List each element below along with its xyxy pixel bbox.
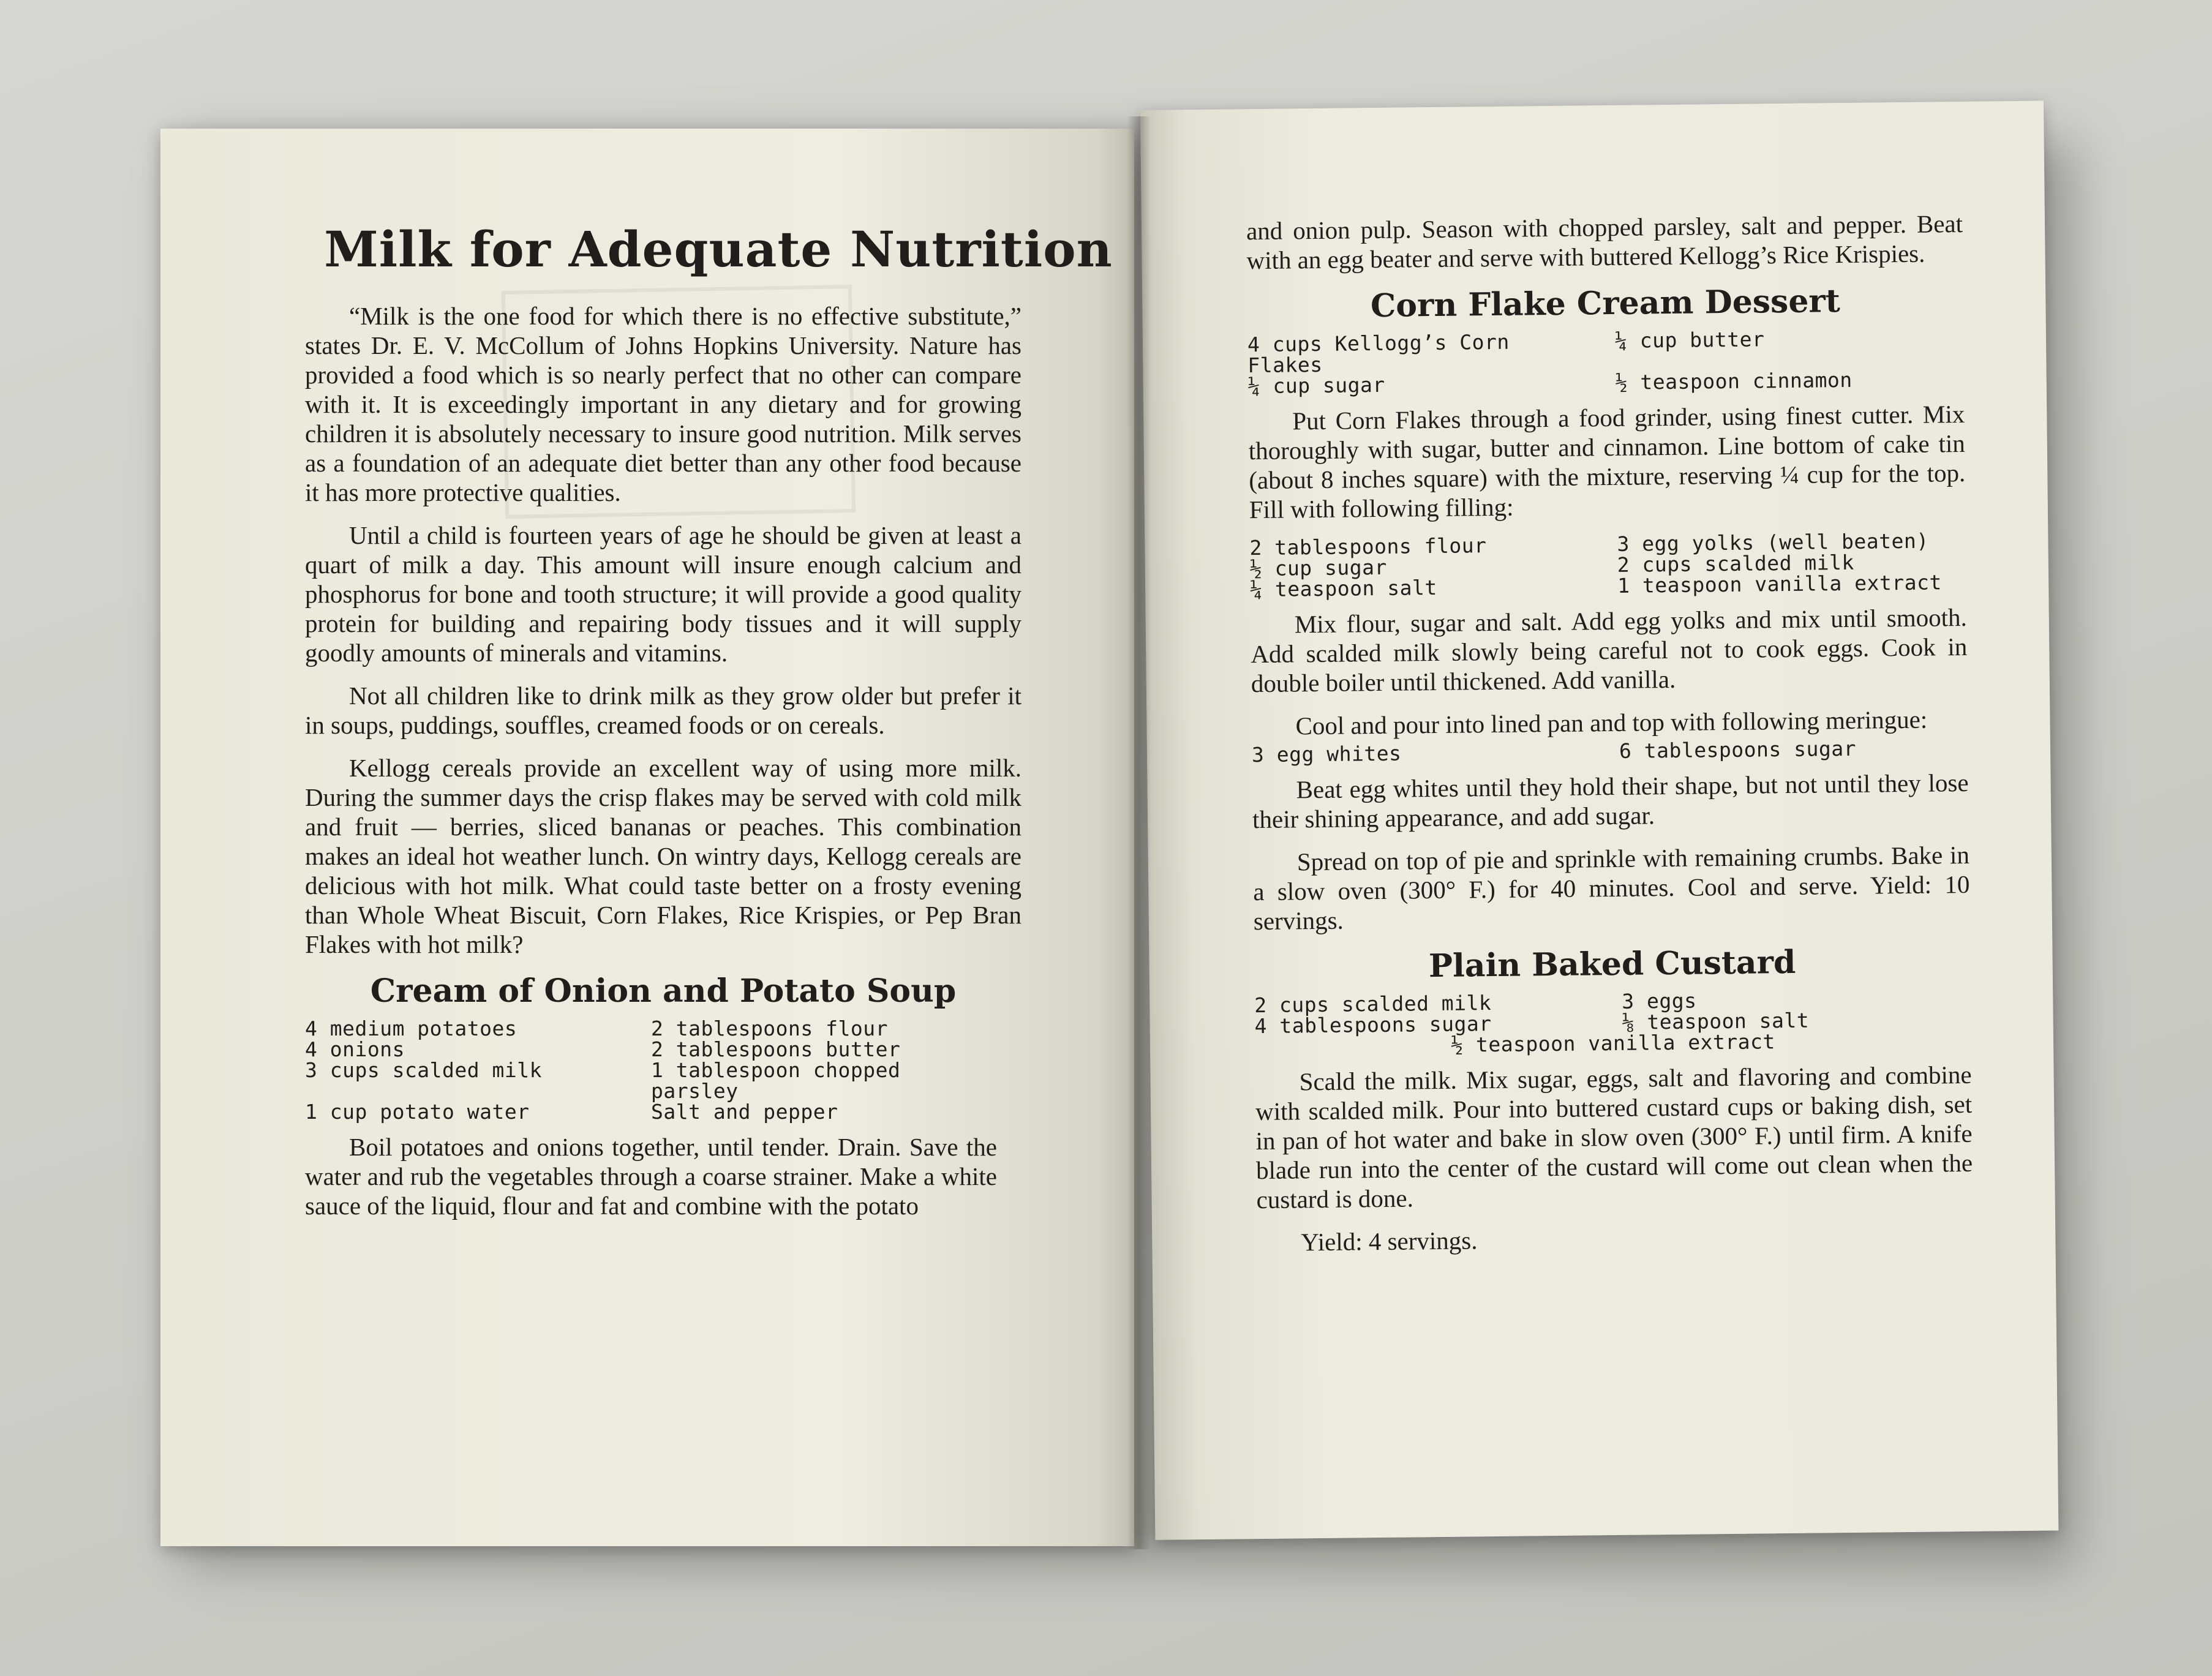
dessert-ingredients-b [1249, 530, 1966, 600]
soup-continuation: and onion pulp. Season with chopped parsley, salt and pepper. Beat with an egg beater and serve with buttered Kellogg’s Rice Krispies. [1246, 209, 1963, 275]
right-page [1140, 101, 2058, 1540]
ingredient: 3 cups scalded milk [305, 1058, 542, 1082]
dessert-ingredients-a [1247, 327, 1965, 397]
ingredient: 2 tablespoons flour [651, 1016, 888, 1040]
soup-ingredients [305, 1018, 979, 1122]
right-text-column [1246, 209, 1974, 1271]
ingredient: ¼ teaspoon salt [1250, 575, 1437, 602]
paragraph: Not all children like to drink milk as they grow older but prefer it in soups, puddings, souffles, creamed foods or on cereals. [305, 682, 1021, 739]
dessert-step: Cool and pour into lined pan and top with following meringue: [1295, 705, 1928, 740]
ingredient: ½ cup sugar [1249, 555, 1388, 581]
recipe-title-custard: Plain Baked Custard [1428, 943, 1796, 985]
ingredient: ⅛ teaspoon salt [1622, 1008, 1810, 1034]
ingredient: ¼ cup butter [1614, 327, 1765, 353]
ingredient: 4 medium potatoes [305, 1016, 517, 1040]
paragraph: “Milk is the one food for which there is no effective substitute,” states Dr. E. V. McCollum of Johns Hopkins University. Nature has provided a food which is so nearly perfect that no other can compare with it. It is exceedingly important in any dietary and for growing children it is absolutely necessary to insure good nutrition. Milk serves as a foundation of an adequate diet better than any other food because it has more protective qualities. [305, 302, 1021, 506]
ingredient: 1 cup potato water [305, 1100, 530, 1124]
ingredient: 2 tablespoons butter [651, 1037, 901, 1061]
dessert-step: Beat egg whites until they hold their shape, but not until they lose their shining appearance, and add sugar. [1252, 768, 1969, 834]
ingredient: ¼ cup sugar [1247, 372, 1385, 399]
ingredient: 4 tablespoons sugar [1254, 1012, 1492, 1039]
custard-yield: Yield: 4 servings. [1301, 1226, 1478, 1257]
left-text-column [305, 220, 1134, 1234]
recipe-title-soup: Cream of Onion and Potato Soup [370, 972, 957, 1010]
ingredient: 6 tablespoons sugar [1619, 736, 1857, 763]
ingredient: Salt and pepper [651, 1100, 838, 1124]
paragraph: Until a child is fourteen years of age he should be given at least a quart of milk a day. This amount will insure enough calcium and phosphorus for bone and tooth structure; it will provide a good quality protein for building and repairing body tissues and it will supply goodly amounts of minerals and vitamins. [305, 521, 1021, 667]
left-page [160, 129, 1134, 1546]
ingredient: 3 egg yolks (well beaten) [1617, 528, 1929, 556]
page-gutter [1127, 116, 1151, 1549]
ingredient: 1 teaspoon vanilla extract [1617, 570, 1942, 598]
soup-directions: Boil potatoes and onions together, until tender. Drain. Save the water and rub the vegetables through a coarse strainer. Make a white sauce of the liquid, flour and fat and combine with the potato [305, 1133, 997, 1220]
ingredient: 2 tablespoons flour [1249, 533, 1487, 560]
ingredient: ½ teaspoon vanilla extract [1451, 1029, 1775, 1057]
dessert-step: Spread on top of pie and sprinkle with remaining crumbs. Bake in a slow oven (300° F.) for 40 minutes. Cool and serve. Yield: 10 servings. [1253, 840, 1970, 936]
page-title: Milk for Adequate Nutrition [324, 220, 1113, 278]
ingredient: 3 eggs [1622, 988, 1697, 1013]
dessert-step: Mix flour, sugar and salt. Add egg yolks and mix until smooth. Add scalded milk slowly being careful not to cook eggs. Cook in double boiler until thickened. Add vanilla. [1251, 603, 1968, 698]
ingredient: 1 tablespoon chopped parsley [651, 1058, 901, 1103]
ingredient: 2 cups scalded milk [1254, 991, 1492, 1018]
custard-ingredients [1254, 988, 1971, 1058]
ingredient: 2 cups scalded milk [1617, 550, 1854, 577]
custard-directions: Scald the milk. Mix sugar, eggs, salt and flavoring and combine with scalded milk. Pour into buttered custard cups or baking dish, set in pan of hot water and bake in slow oven (300° F.) until firm. A knife blade run into the center of the custard will come out clean when the custard is done. [1255, 1060, 1973, 1214]
dessert-ingredients-c [1252, 737, 1968, 765]
dessert-step: Put Corn Flakes through a food grinder, using finest cutter. Mix thoroughly with sugar, butter and cinnamon. Line bottom of cake tin (about 8 inches square) with the mixture, reserving ¼ cup for the top. Fill with following filling: [1248, 399, 1966, 524]
ingredient: 4 cups Kellogg’s Corn Flakes [1247, 329, 1510, 378]
recipe-title-dessert: Corn Flake Cream Dessert [1370, 282, 1841, 325]
ingredient: 3 egg whites [1251, 741, 1402, 767]
ingredient: 4 onions [305, 1037, 405, 1061]
paragraph: Kellogg cereals provide an excellent way of using more milk. During the summer days the crisp flakes may be served with cold milk and fruit — berries, sliced bananas or peaches. This combination makes an ideal hot weather lunch. On wintry days, Kellogg cereals are delicious with hot milk. What could taste better on a frosty evening than Whole Wheat Biscuit, Corn Flakes, Rice Krispies, or Pep Bran Flakes with hot milk? [305, 754, 1021, 958]
ingredient: ½ teaspoon cinnamon [1615, 367, 1853, 394]
